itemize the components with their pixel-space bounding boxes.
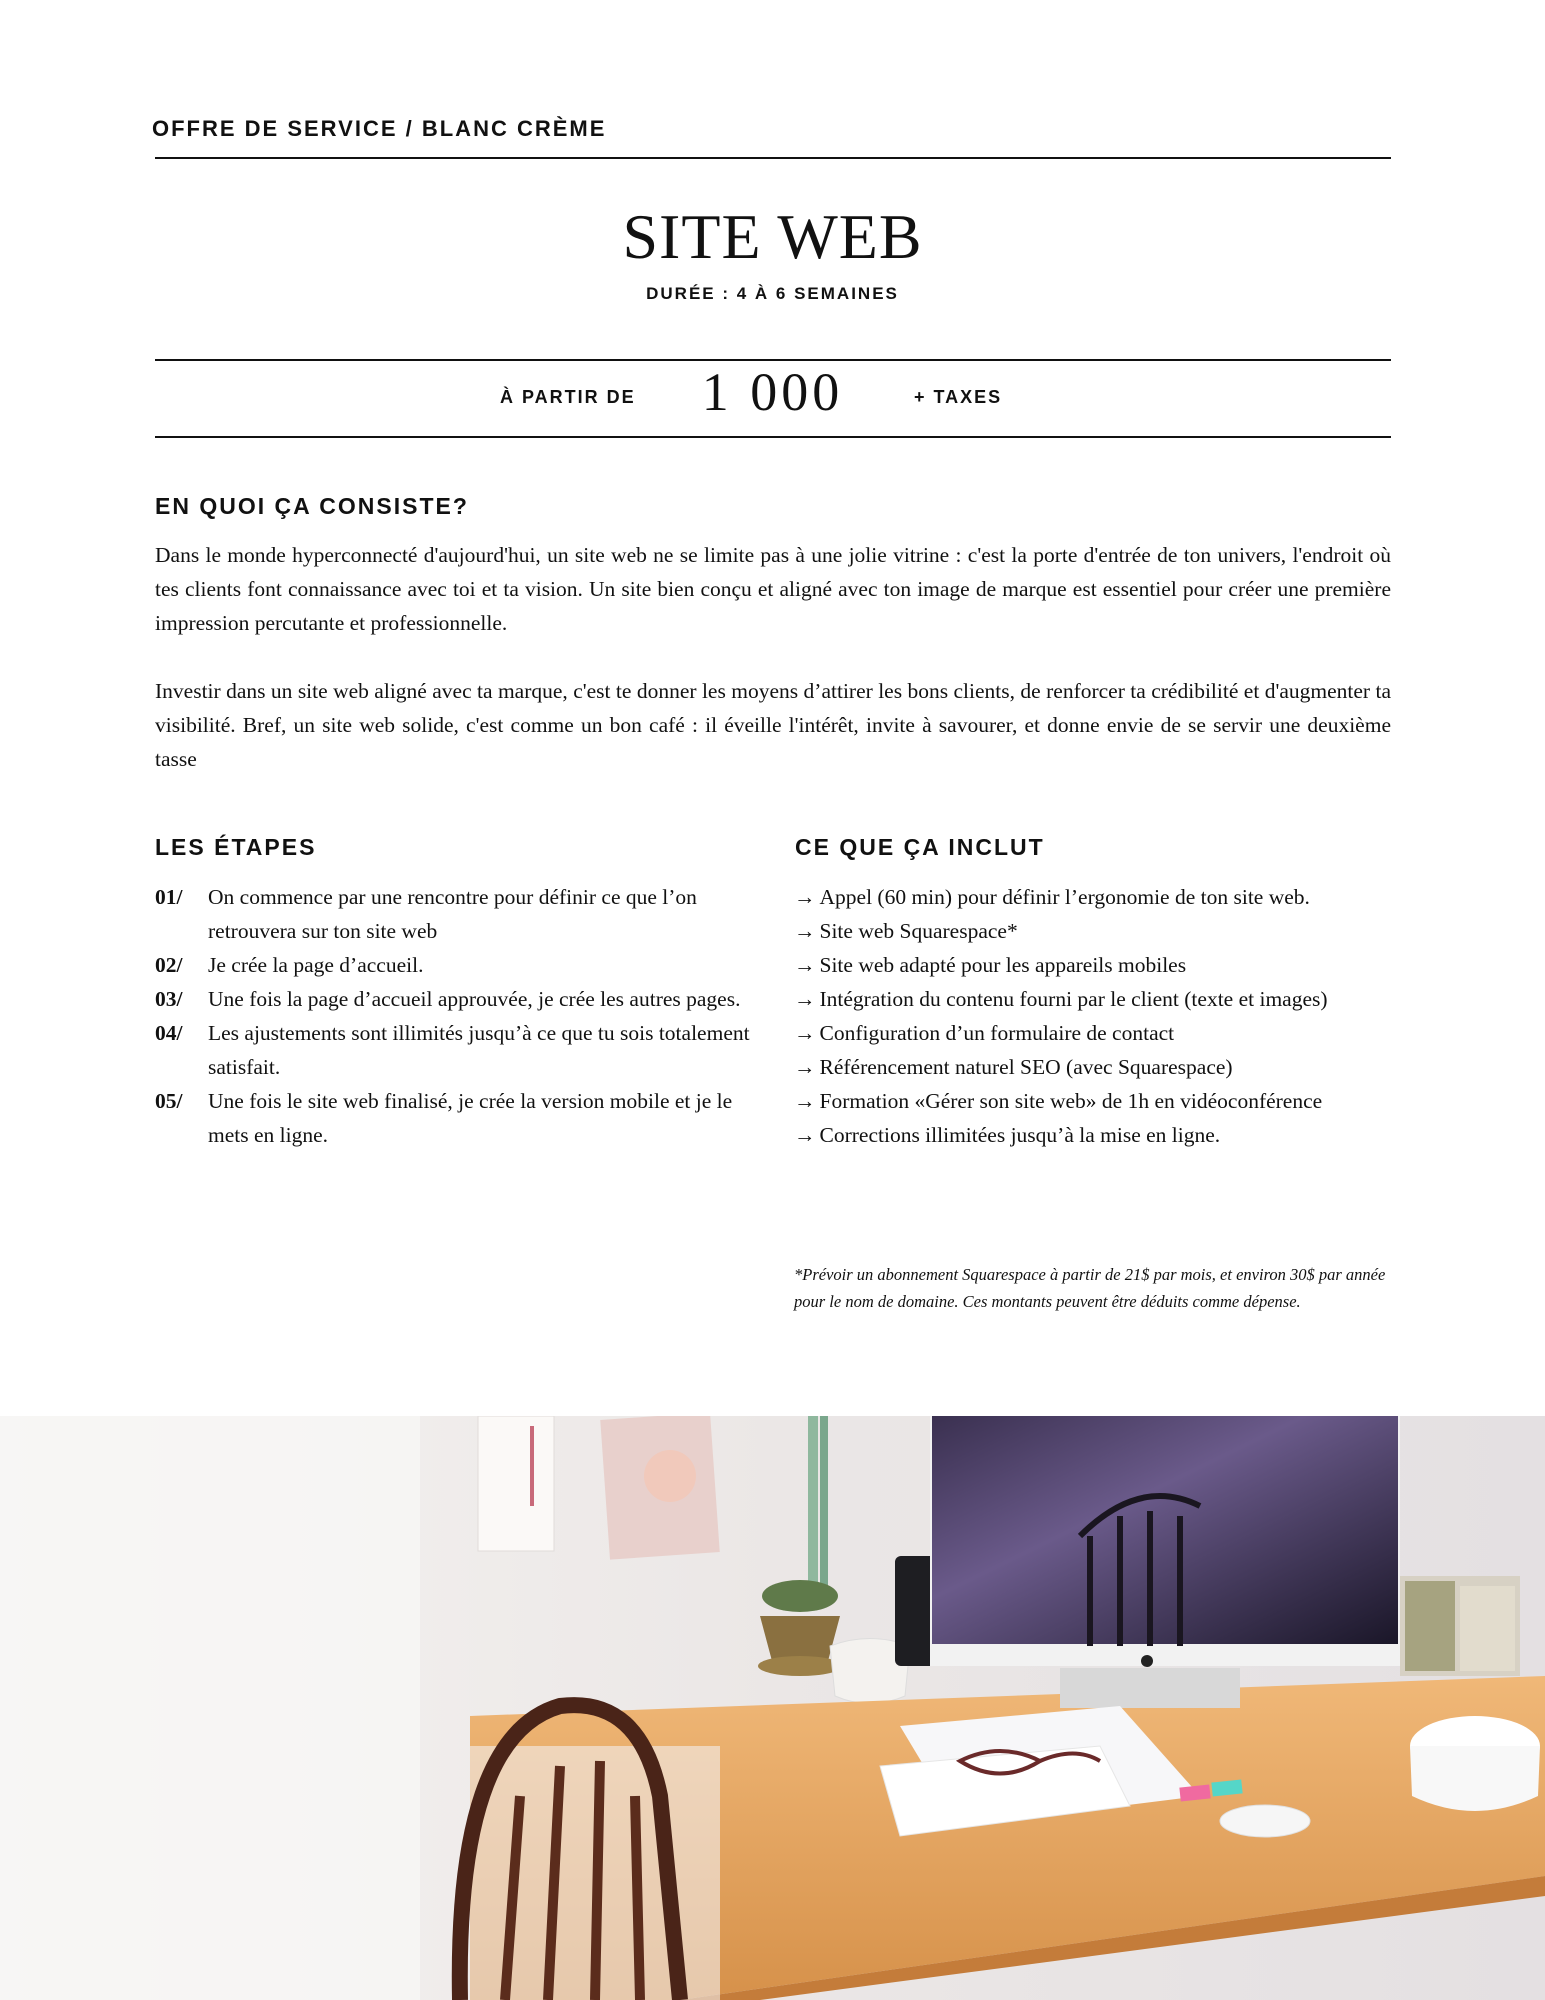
- step-number: 01/: [155, 885, 183, 909]
- desk-photo: [0, 1416, 1545, 2000]
- include-text: Appel (60 min) pour définir l’ergonomie de ton site web.: [819, 885, 1310, 909]
- step-number: 02/: [155, 953, 183, 977]
- price-row: [0, 362, 1545, 434]
- step-text: Une fois la page d’accueil approuvée, je crée les autres pages.: [208, 987, 741, 1011]
- step-item: [155, 982, 765, 1016]
- include-item: [794, 1016, 1404, 1050]
- include-item: [794, 1118, 1404, 1152]
- include-text: Site web adapté pour les appareils mobiles: [819, 953, 1187, 977]
- arrow-right-icon: →: [794, 919, 816, 943]
- price-suffix: + TAXES: [914, 387, 1003, 407]
- step-text: Une fois le site web finalisé, je crée la version mobile et je le mets en ligne.: [208, 1089, 733, 1147]
- include-text: Formation «Gérer son site web» de 1h en vidéoconférence: [819, 1089, 1323, 1113]
- intro-heading: EN QUOI ÇA CONSISTE?: [155, 493, 469, 519]
- squarespace-footnote: *Prévoir un abonnement Squarespace à partir de 21$ par mois, et environ 30$ par année pour le nom de domaine. Ces montants peuvent être déduits comme dépense.: [794, 1265, 1386, 1311]
- step-item: [155, 1084, 765, 1152]
- step-item: [155, 1016, 765, 1084]
- price-amount: 1 000: [701, 362, 844, 422]
- document-header: OFFRE DE SERVICE / BLANC CRÈME: [152, 116, 607, 141]
- include-item: [794, 948, 1404, 982]
- include-item: [794, 914, 1404, 948]
- include-text: Corrections illimitées jusqu’à la mise en ligne.: [819, 1123, 1221, 1147]
- arrow-right-icon: →: [794, 1021, 816, 1045]
- intro-paragraph: Investir dans un site web aligné avec ta marque, c'est te donner les moyens d’attirer les bons clients, de renforcer ta crédibilité et d'augmenter ta visibilité. Bref, un site web solide, c'est comme un bon café : il éveille l'intérêt, invite à savourer, et donne envie de se servir une deuxième tasse: [155, 679, 1391, 771]
- arrow-right-icon: →: [794, 987, 816, 1011]
- header-divider: [155, 157, 1391, 159]
- intro-paragraph: Dans le monde hyperconnecté d'aujourd'hui, un site web ne se limite pas à une jolie vitrine : c'est la porte d'entrée de ton univers, l'endroit où tes clients font connaissance avec toi et ta vision. Un site bien conçu et aligné avec ton image de marque est essentiel pour créer une première impression percutante et professionnelle.: [155, 543, 1391, 635]
- step-number: 05/: [155, 1089, 183, 1113]
- include-item: [794, 982, 1404, 1016]
- offer-duration: DURÉE : 4 À 6 SEMAINES: [646, 284, 899, 303]
- includes-list: [794, 880, 1404, 1152]
- step-number: 04/: [155, 1021, 183, 1045]
- price-prefix: À PARTIR DE: [500, 387, 636, 407]
- include-text: Intégration du contenu fourni par le client (texte et images): [819, 987, 1328, 1011]
- price-top-divider: [155, 359, 1391, 361]
- step-text: On commence par une rencontre pour définir ce que l’on retrouvera sur ton site web: [208, 885, 697, 943]
- include-text: Site web Squarespace*: [819, 919, 1018, 943]
- arrow-right-icon: →: [794, 1055, 816, 1079]
- step-text: Les ajustements sont illimités jusqu’à ce que tu sois totalement satisfait.: [208, 1021, 750, 1079]
- step-item: [155, 880, 765, 948]
- arrow-right-icon: →: [794, 953, 816, 977]
- step-number: 03/: [155, 987, 183, 1011]
- include-item: [794, 1084, 1404, 1118]
- steps-list: [155, 880, 765, 1152]
- includes-heading: CE QUE ÇA INCLUT: [795, 834, 1045, 860]
- arrow-right-icon: →: [794, 885, 816, 909]
- include-text: Référencement naturel SEO (avec Squarespace): [819, 1055, 1233, 1079]
- steps-heading: LES ÉTAPES: [155, 834, 317, 860]
- arrow-right-icon: →: [794, 1089, 816, 1113]
- include-item: [794, 880, 1404, 914]
- step-item: [155, 948, 765, 982]
- include-item: [794, 1050, 1404, 1084]
- offer-title: SITE WEB: [622, 201, 923, 272]
- arrow-right-icon: →: [794, 1123, 816, 1147]
- price-bottom-divider: [155, 436, 1391, 438]
- step-text: Je crée la page d’accueil.: [208, 953, 424, 977]
- include-text: Configuration d’un formulaire de contact: [819, 1021, 1175, 1045]
